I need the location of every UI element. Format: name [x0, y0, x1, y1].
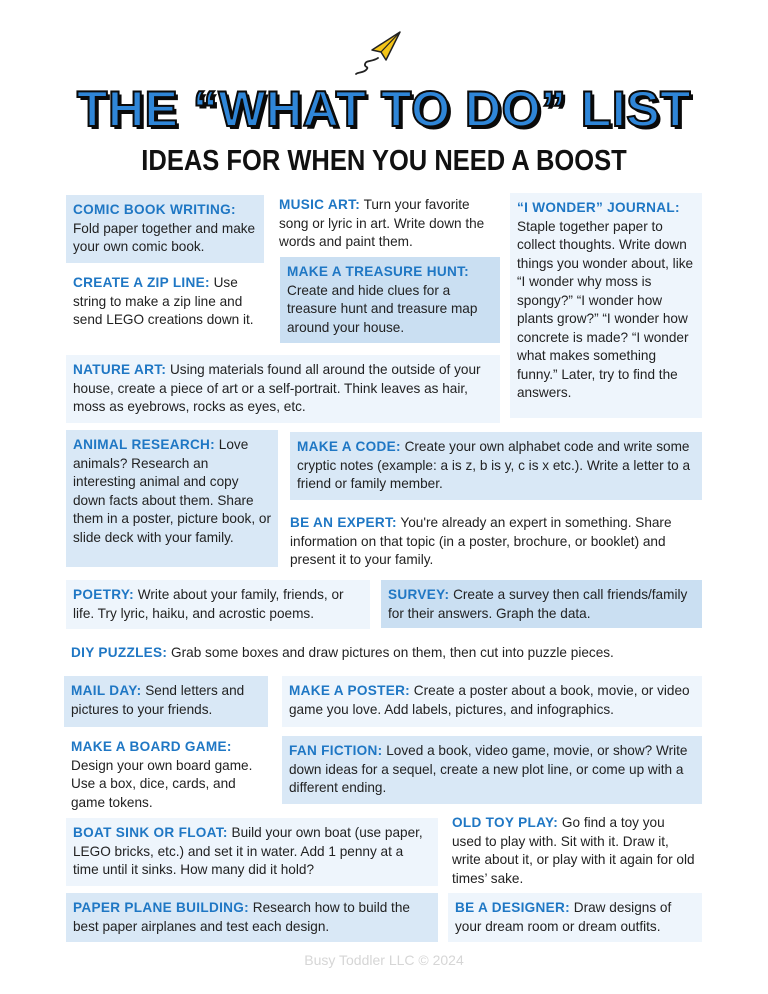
idea-title: OLD TOY PLAY:	[452, 815, 559, 830]
idea-title: MAKE A BOARD GAME:	[71, 739, 232, 754]
idea-fan-fiction	[282, 736, 702, 804]
idea-poetry	[66, 580, 370, 629]
idea-title: DIY PUZZLES:	[71, 645, 168, 660]
idea-survey	[381, 580, 702, 628]
idea-description: Design your own board game. Use a box, dice, cards, and game tokens.	[71, 757, 253, 810]
idea-title: BE A DESIGNER:	[455, 900, 570, 915]
idea-description: Love animals? Research an interesting animal and copy down facts about them. Share them in a poster, picture book, or slide deck with your family.	[73, 437, 271, 545]
idea-animal-research	[66, 430, 278, 567]
idea-title: ANIMAL RESEARCH:	[73, 437, 215, 452]
idea-title: PAPER PLANE BUILDING:	[73, 900, 249, 915]
idea-boat-sink-or-float	[66, 818, 438, 886]
footer-copyright: Busy Toddler LLC © 2024	[304, 952, 464, 968]
idea-nature-art	[66, 355, 500, 423]
idea-description: Loved a book, video game, movie, or show? Write down ideas for a sequel, create a new plot line, or come up with a different ending.	[289, 743, 688, 795]
idea-title: MAKE A POSTER:	[289, 683, 411, 698]
idea-make-a-board-game	[64, 732, 268, 818]
idea-description: Send letters and pictures to your friends.	[71, 683, 245, 717]
idea-description: Build your own boat (use paper, LEGO bricks, etc.) and set it in water. Add 1 penny at a time until it sinks. How many did it hold?	[73, 825, 423, 877]
idea-title: MAKE A CODE:	[297, 439, 401, 454]
idea-description: Staple together paper to collect thoughts. Write down things you wonder about, like “I wonder why moss is spongy?” “I wonder how plants grow?” “I wonder how concrete is made? “I wonder what makes something funny.” Later, try to find the answers.	[517, 218, 694, 400]
idea-title: MAKE A TREASURE HUNT:	[287, 264, 470, 279]
idea-description: Go find a toy you used to play with. Sit with it. Draw it, write about it, or play with it again for old times’ sake.	[452, 815, 695, 886]
idea-description: Use string to make a zip line and send LEGO creations down it.	[73, 275, 254, 327]
idea-description: Write about your family, friends, or life. Try lyric, haiku, and acrostic poems.	[73, 587, 344, 621]
idea-title: POETRY:	[73, 587, 135, 602]
idea-description: Grab some boxes and draw pictures on them, then cut into puzzle pieces.	[171, 645, 614, 660]
idea-be-an-expert	[283, 508, 702, 576]
idea-be-a-designer	[448, 893, 702, 942]
idea-comic-book-writing	[66, 195, 264, 263]
idea-description: Using materials found all around the outside of your house, create a piece of art or a self-portrait. Think leaves as hair, moss as eyebrows, rocks as eyes, etc.	[73, 362, 481, 414]
idea-description: Fold paper together and make your own comic book.	[73, 220, 256, 254]
idea-description: Create your own alphabet code and write some cryptic notes (example: a is z, b is y, c is x etc.). Write a letter to a friend or family member.	[297, 439, 691, 491]
idea-description: Create a survey then call friends/family for their answers. Graph the data.	[388, 587, 688, 621]
idea-title: BOAT SINK OR FLOAT:	[73, 825, 228, 840]
idea-create-zip-line	[66, 268, 264, 346]
page-title: THE “WHAT TO DO” LIST	[76, 81, 692, 137]
idea-make-treasure-hunt	[280, 257, 500, 343]
idea-title: BE AN EXPERT:	[290, 515, 397, 530]
idea-title: NATURE ART:	[73, 362, 167, 377]
idea-description: Turn your favorite song or lyric in art. Write down the words and paint them.	[279, 197, 485, 249]
idea-title: FAN FICTION:	[289, 743, 383, 758]
paper-plane-icon	[352, 30, 402, 76]
idea-title: CREATE A ZIP LINE:	[73, 275, 210, 290]
idea-paper-plane-building	[66, 893, 438, 942]
idea-diy-puzzles	[64, 638, 704, 669]
idea-title: MAIL DAY:	[71, 683, 142, 698]
idea-mail-day	[64, 676, 268, 727]
idea-title: “I WONDER” JOURNAL:	[517, 200, 680, 215]
page-subtitle: IDEAS FOR WHEN YOU NEED A BOOST	[141, 145, 627, 177]
idea-i-wonder-journal	[510, 193, 702, 418]
idea-description: Research how to build the best paper airplanes and test each design.	[73, 900, 410, 934]
idea-description: Create and hide clues for a treasure hunt and treasure map around your house.	[287, 282, 478, 335]
idea-make-a-code	[290, 432, 702, 500]
idea-description: You're already an expert in something. Share information on that topic (in a poster, brochure, or booklet) and present it to your family.	[290, 515, 672, 567]
idea-music-art	[272, 190, 500, 258]
idea-title: MUSIC ART:	[279, 197, 361, 212]
idea-description: Draw designs of your dream room or dream outfits.	[455, 900, 672, 934]
idea-old-toy-play	[445, 808, 702, 894]
idea-title: COMIC BOOK WRITING:	[73, 202, 236, 217]
idea-title: SURVEY:	[388, 587, 450, 602]
idea-description: Create a poster about a book, movie, or video game you love. Add labels, pictures, and infographics.	[289, 683, 690, 717]
idea-make-a-poster	[282, 676, 702, 727]
